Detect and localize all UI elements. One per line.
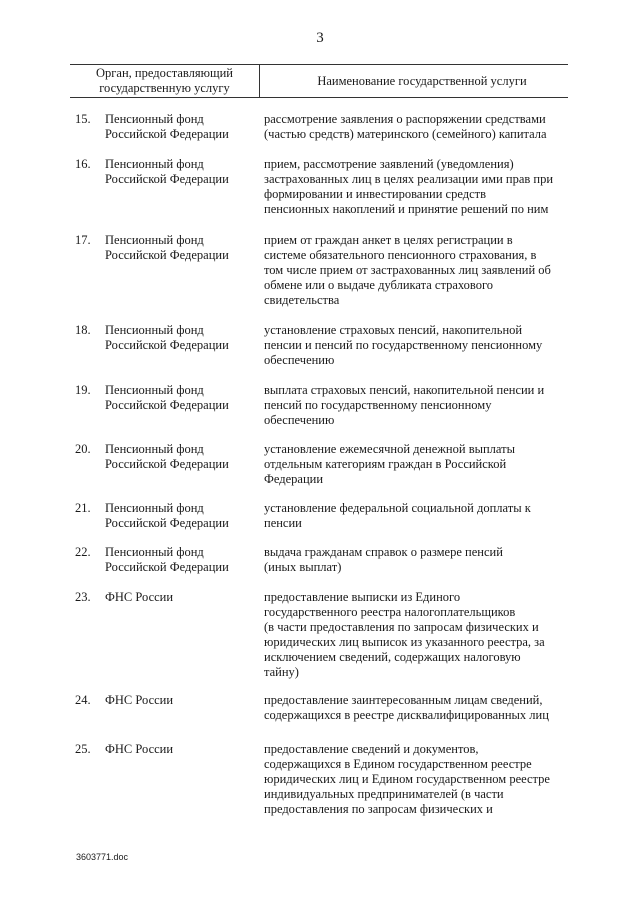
table-row bbox=[70, 545, 610, 590]
table-row bbox=[70, 742, 610, 822]
row-agency: Пенсионный фонд Российской Федерации bbox=[105, 233, 229, 262]
row-service: выплата страховых пенсий, накопительной пенсии и пенсий по государственному пенсионному обеспечению bbox=[264, 383, 545, 427]
table-header bbox=[70, 64, 568, 98]
row-number: 15. bbox=[75, 112, 91, 126]
header-service-column bbox=[260, 65, 568, 97]
row-number: 25. bbox=[75, 742, 91, 756]
row-number: 17. bbox=[75, 233, 91, 247]
row-number: 21. bbox=[75, 501, 91, 515]
row-service: предоставление заинтересованным лицам сведений, содержащихся в реестре дисквалифицированных лиц bbox=[264, 693, 549, 722]
row-number: 16. bbox=[75, 157, 91, 171]
table-row bbox=[70, 323, 610, 383]
row-agency: ФНС России bbox=[105, 590, 174, 604]
row-agency: ФНС России bbox=[105, 693, 174, 707]
header-service-label: Наименование государственной услуги bbox=[317, 74, 527, 88]
row-service: рассмотрение заявления о распоряжении средствами (частью средств) материнского (семейного) капитала bbox=[264, 112, 547, 141]
row-service: предоставление выписки из Единого государственного реестра налогоплательщиков (в части предоставления по запросам физических и юридических лиц выписок из указанного реестра, за исключением сведений, содержащих налоговую тайну) bbox=[264, 590, 545, 679]
row-number: 19. bbox=[75, 383, 91, 397]
header-agency-column bbox=[70, 65, 260, 97]
table-row bbox=[70, 383, 610, 442]
row-number: 24. bbox=[75, 693, 91, 707]
table-row bbox=[70, 590, 610, 693]
table-body bbox=[70, 112, 610, 822]
row-service: установление федеральной социальной доплаты к пенсии bbox=[264, 501, 531, 530]
table-row bbox=[70, 112, 610, 157]
table-row bbox=[70, 442, 610, 501]
row-service: прием от граждан анкет в целях регистрации в системе обязательного пенсионного страхования, в том числе прием от застрахованных лиц заявлений об обмене или о выдаче дубликата страхового свидетельства bbox=[264, 233, 551, 307]
row-number: 18. bbox=[75, 323, 91, 337]
row-agency: ФНС России bbox=[105, 742, 174, 756]
row-number: 23. bbox=[75, 590, 91, 604]
row-agency: Пенсионный фонд Российской Федерации bbox=[105, 545, 229, 574]
row-agency: Пенсионный фонд Российской Федерации bbox=[105, 501, 229, 530]
table-row bbox=[70, 157, 610, 233]
row-agency: Пенсионный фонд Российской Федерации bbox=[105, 442, 229, 471]
row-number: 20. bbox=[75, 442, 91, 456]
row-service: предоставление сведений и документов, содержащихся в Едином государственном реестре юридических лиц и Едином государственном реестре индивидуальных предпринимателей (в части предоставления по запросам физических и bbox=[264, 742, 550, 816]
row-service: установление ежемесячной денежной выплаты отдельным категориям граждан в Российской Федерации bbox=[264, 442, 516, 486]
row-number: 22. bbox=[75, 545, 91, 559]
table-row bbox=[70, 501, 610, 545]
row-service: выдача гражданам справок о размере пенсий (иных выплат) bbox=[264, 545, 503, 574]
row-service: установление страховых пенсий, накопительной пенсии и пенсий по государственному пенсионному обеспечению bbox=[264, 323, 543, 367]
row-agency: Пенсионный фонд Российской Федерации bbox=[105, 383, 229, 412]
row-agency: Пенсионный фонд Российской Федерации bbox=[105, 112, 229, 141]
table-row bbox=[70, 233, 610, 323]
row-agency: Пенсионный фонд Российской Федерации bbox=[105, 323, 229, 352]
page-number: 3 bbox=[316, 30, 324, 46]
header-agency-label: Орган, предоставляющий государственную услугу bbox=[96, 66, 233, 95]
footer-document-id: 3603771.doc bbox=[76, 852, 129, 862]
table-row bbox=[70, 693, 610, 742]
row-agency: Пенсионный фонд Российской Федерации bbox=[105, 157, 229, 186]
row-service: прием, рассмотрение заявлений (уведомления) застрахованных лиц в целях реализации ими прав при формировании и инвестировании средств пенсионных накоплений и принятие решений по ним bbox=[264, 157, 554, 216]
